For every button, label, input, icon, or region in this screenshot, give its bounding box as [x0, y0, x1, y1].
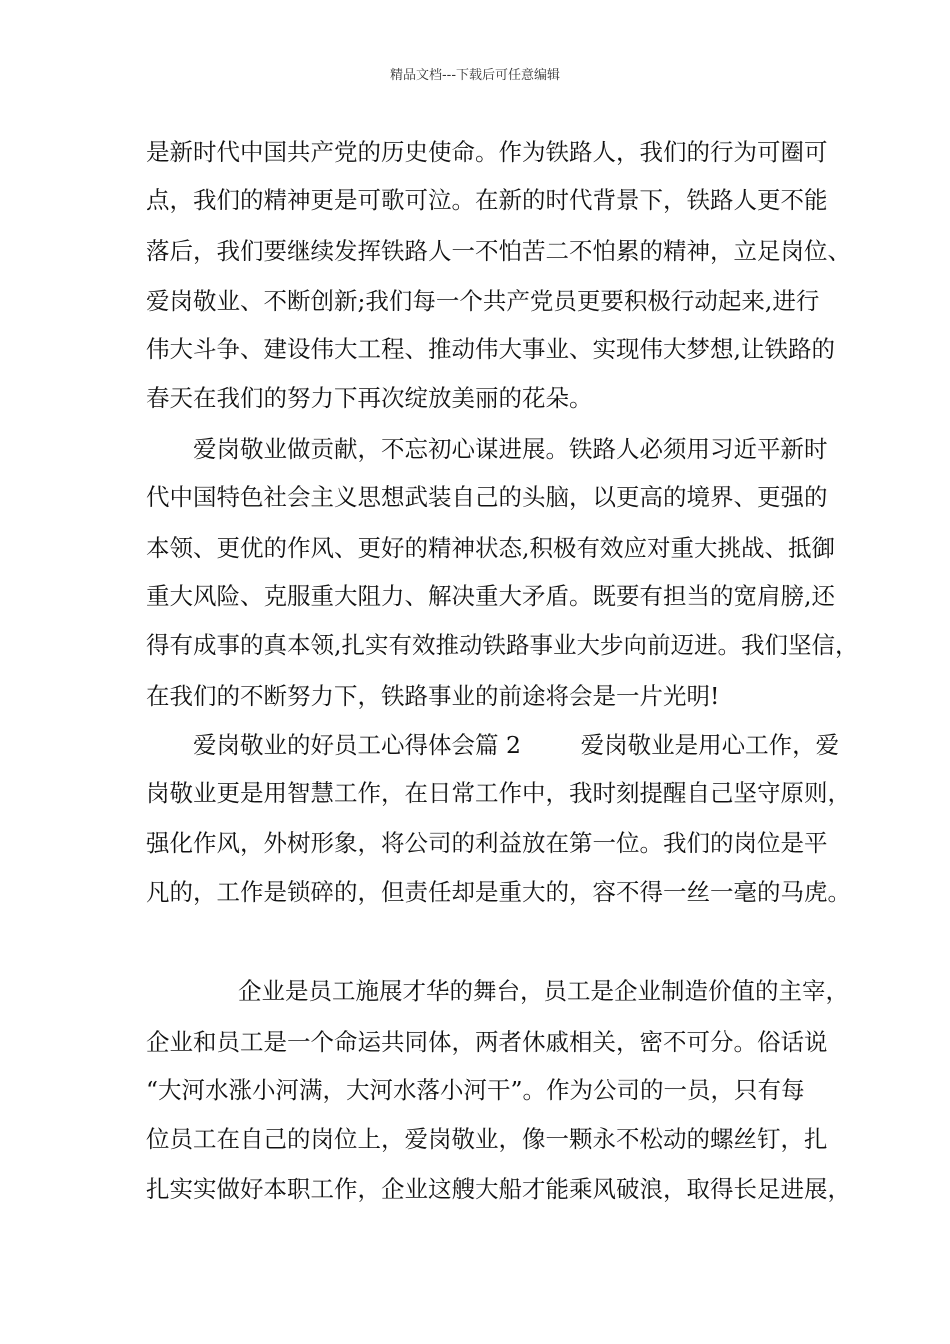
- text-line: 落后，我们要继续发挥铁路人一不怕苦二不怕累的精神，立足岗位、: [146, 237, 851, 265]
- text-line: 代中国特色社会主义思想武装自己的头脑，以更高的境界、更强的: [146, 483, 828, 511]
- text-line: 爱岗敬业的好员工心得体会篇 2 爱岗敬业是用心工作，爱: [193, 731, 840, 759]
- text-line: 位员工在自己的岗位上，爱岗敬业，像一颗永不松动的螺丝钉，扎: [146, 1125, 828, 1153]
- text-line: 岗敬业更是用智慧工作，在日常工作中，我时刻提醒自己坚守原则，: [146, 779, 851, 807]
- text-line: 凡的，工作是锁碎的，但责任却是重大的，容不得一丝一毫的马虎。: [146, 878, 851, 906]
- text-line: “大河水涨小河满，大河水落小河干”。作为公司的一员，只有每: [146, 1076, 805, 1104]
- text-line: 本领、更优的作风、更好的精神状态,积极有效应对重大挑战、抵御: [146, 534, 835, 562]
- text-line: 企业和员工是一个命运共同体，两者休戚相关，密不可分。俗话说: [146, 1028, 828, 1056]
- text-line: 爱岗敬业、不断创新;我们每一个共产党员更要积极行动起来,进行: [146, 287, 820, 315]
- text-line: 得有成事的真本领,扎实有效推动铁路事业大步向前迈进。我们坚信，: [146, 631, 859, 659]
- page-header: 精品文档---下载后可任意编辑: [389, 68, 561, 83]
- text-line: 强化作风，外树形象，将公司的利益放在第一位。我们的岗位是平: [146, 829, 828, 857]
- text-line: 重大风险、克服重大阻力、解决重大矛盾。既要有担当的宽肩膀,还: [146, 582, 835, 610]
- text-line: 点，我们的精神更是可歌可泣。在新的时代背景下，铁路人更不能: [146, 186, 828, 214]
- text-line: 春天在我们的努力下再次绽放美丽的花朵。: [146, 384, 593, 412]
- text-line: 扎实实做好本职工作，企业这艘大船才能乘风破浪，取得长足进展，: [146, 1175, 851, 1203]
- text-line: 企业是员工施展才华的舞台，员工是企业制造价值的主宰，: [238, 977, 849, 1005]
- text-line: 爱岗敬业做贡献，不忘初心谋进展。铁路人必须用习近平新时: [193, 435, 828, 463]
- text-line: 是新时代中国共产党的历史使命。作为铁路人，我们的行为可圈可: [146, 138, 828, 166]
- text-line: 在我们的不断努力下，铁路事业的前途将会是一片光明!: [146, 682, 720, 710]
- text-line: 伟大斗争、建设伟大工程、推动伟大事业、实现伟大梦想,让铁路的: [146, 335, 835, 363]
